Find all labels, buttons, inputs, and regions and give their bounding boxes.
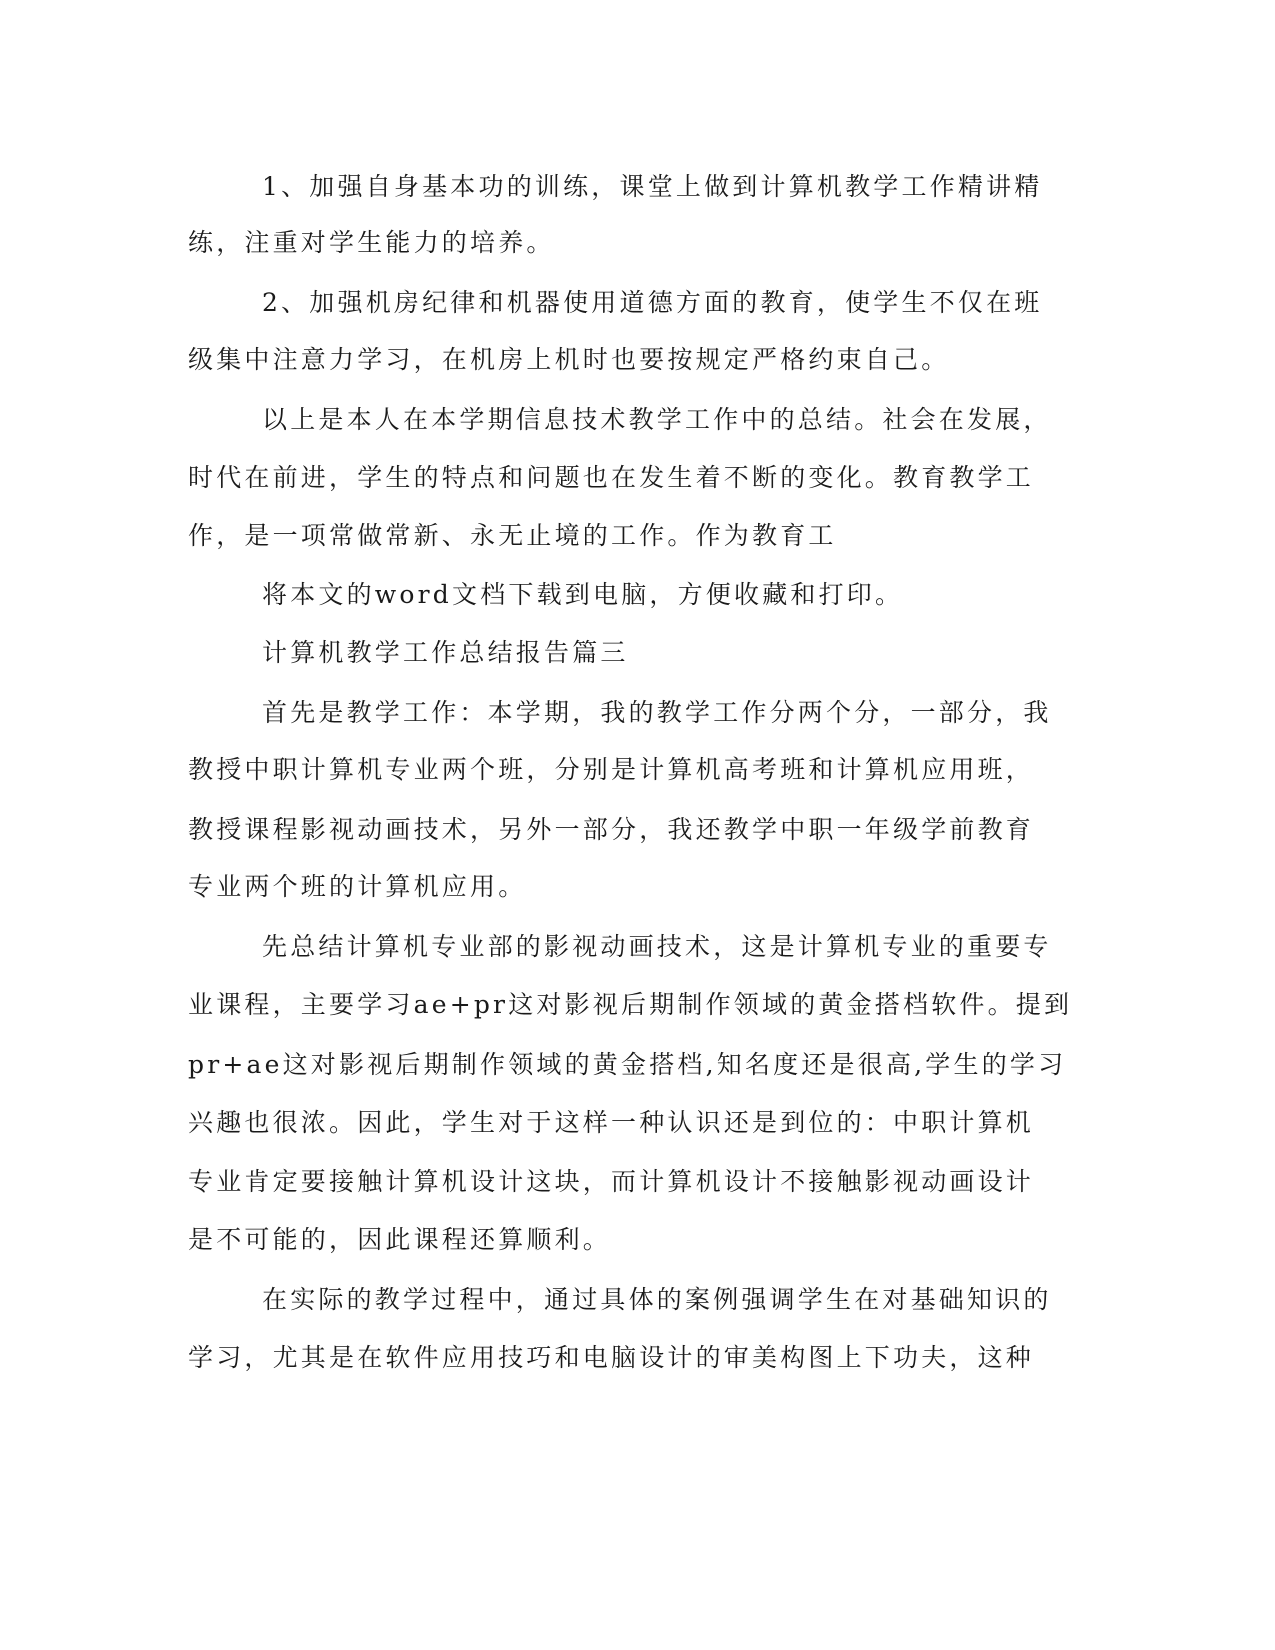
text-line: 是不可能的，因此课程还算顺利。 [188,1225,612,1254]
text-line: 教授课程影视动画技术，另外一部分，我还教学中职一年级学前教育 [188,815,1035,844]
text-line: 学习，尤其是在软件应用技巧和电脑设计的审美构图上下功夫，这种 [188,1343,1035,1372]
text-line: 将本文的word文档下载到电脑，方便收藏和打印。 [262,580,904,609]
text-line: 在实际的教学过程中，通过具体的案例强调学生在对基础知识的 [262,1285,1052,1314]
text-line: pr+ae这对影视后期制作领域的黄金搭档,知名度还是很高,学生的学习 [188,1050,1067,1079]
text-line: 先总结计算机专业部的影视动画技术，这是计算机专业的重要专 [262,932,1052,961]
text-line: 教授中职计算机专业两个班，分别是计算机高考班和计算机应用班， [188,755,1035,784]
text-line: 首先是教学工作：本学期，我的教学工作分两个分，一部分，我 [262,698,1052,727]
text-line: 时代在前进，学生的特点和问题也在发生着不断的变化。教育教学工 [188,463,1035,492]
text-line: 兴趣也很浓。因此，学生对于这样一种认识还是到位的：中职计算机 [188,1108,1035,1137]
text-line: 级集中注意力学习，在机房上机时也要按规定严格约束自己。 [188,345,950,374]
text-line: 作，是一项常做常新、永无止境的工作。作为教育工 [188,521,837,550]
text-line: 练，注重对学生能力的培养。 [188,228,555,257]
text-line: 专业两个班的计算机应用。 [188,872,527,901]
text-line: 2、加强机房纪律和机器使用道德方面的教育，使学生不仅在班 [262,288,1043,317]
text-line: 1、加强自身基本功的训练，课堂上做到计算机教学工作精讲精 [262,172,1043,201]
text-line: 业课程，主要学习ae+pr这对影视后期制作领域的黄金搭档软件。提到 [188,990,1073,1019]
text-line: 专业肯定要接触计算机设计这块，而计算机设计不接触影视动画设计 [188,1167,1035,1196]
section-heading: 计算机教学工作总结报告篇三 [262,638,629,667]
text-line: 以上是本人在本学期信息技术教学工作中的总结。社会在发展， [262,405,1052,434]
